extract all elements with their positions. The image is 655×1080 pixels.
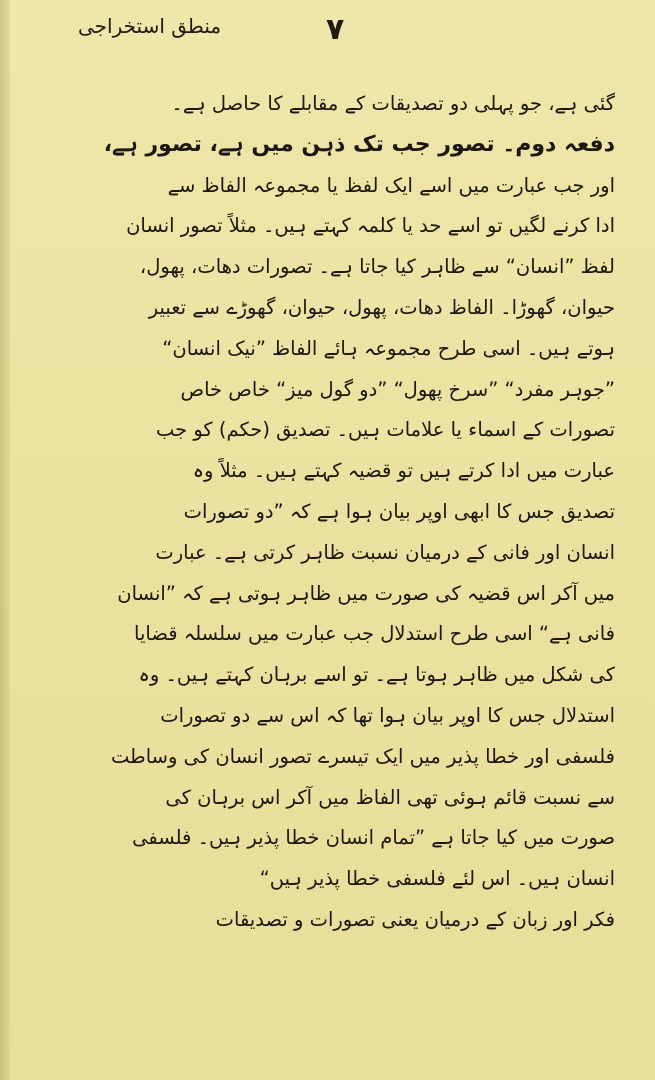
text-line: صورت میں کیا جاتا ہے ”تمام انسان خطا پذیر ہیں۔ فلسفی [132, 826, 615, 850]
text-line: عبارت میں ادا کرتے ہیں تو قضیہ کہتے ہیں۔ مثلاً وہ [192, 459, 615, 483]
text-line: ہوتے ہیں۔ اسی طرح مجموعہ ہائے الفاظ ”نیک انسان“ [162, 336, 615, 360]
text-line: گئی ہے، جو پہلی دو تصدیقات کے مقابلے کا حاصل ہے۔ [171, 92, 615, 115]
text-line: استدلال جس کا اوپر بیان ہوا تھا کہ اس سے دو تصورات [160, 703, 615, 727]
text-line: فانی ہے“ اسی طرح استدلال جب عبارت میں سلسلہ قضایا [134, 622, 615, 646]
text-line: فکر اور زبان کے درمیان یعنی تصورات و تصدیقات [215, 907, 615, 931]
text-line: ادا کرنے لگیں تو اسے حد یا کلمہ کہتے ہیں۔ مثلاً تصور انسان [126, 214, 615, 238]
running-title: منطق استخراجی [78, 14, 222, 38]
text-line: ”جوہر مفرد“ ”سرخ پھول“ ”دو گول میز“ خاص خاص [180, 377, 615, 401]
text-line: انسان ہیں۔ اس لئے فلسفی خطا پذیر ہیں“ [259, 867, 615, 891]
text-line: حیوان، گھوڑا۔ الفاظ دھات، پھول، حیوان، گھوڑے سے تعبیر [148, 295, 615, 319]
text-line: فلسفی اور خطا پذیر میں ایک تیسرے تصور انسان کی وساطت [111, 744, 615, 768]
text-line: تصورات کے اسماء یا علامات ہیں۔ تصدیق (حکم) کو جب [155, 418, 615, 442]
text-line: میں آکر اس قضیہ کی صورت میں ظاہر ہوتی ہے کہ ”انسان [117, 581, 615, 605]
text-line: اور جب عبارت میں اسے ایک لفظ یا مجموعہ الفاظ سے [167, 173, 615, 197]
text-line: لفظ ”انسان“ سے ظاہر کیا جاتا ہے۔ تصورات دھات، پھول، [139, 255, 615, 279]
text-line: انسان اور فانی کے درمیان نسبت ظاہر کرتی ہے۔ عبارت [155, 540, 615, 564]
text-line: دفعہ دوم۔ تصور جب تک ذہن میں ہے، تصور ہے، [103, 131, 615, 157]
page-number: ۷ [326, 12, 345, 47]
text-line: سے نسبت قائم ہوئی تھی الفاظ میں آکر اس برہان کی [165, 785, 615, 809]
body-text [70, 84, 615, 941]
text-line: کی شکل میں ظاہر ہوتا ہے۔ تو اسے برہان کہتے ہیں۔ وہ [138, 663, 615, 687]
text-line: تصدیق جس کا ابھی اوپر بیان ہوا ہے کہ ”دو تصورات [183, 499, 615, 523]
